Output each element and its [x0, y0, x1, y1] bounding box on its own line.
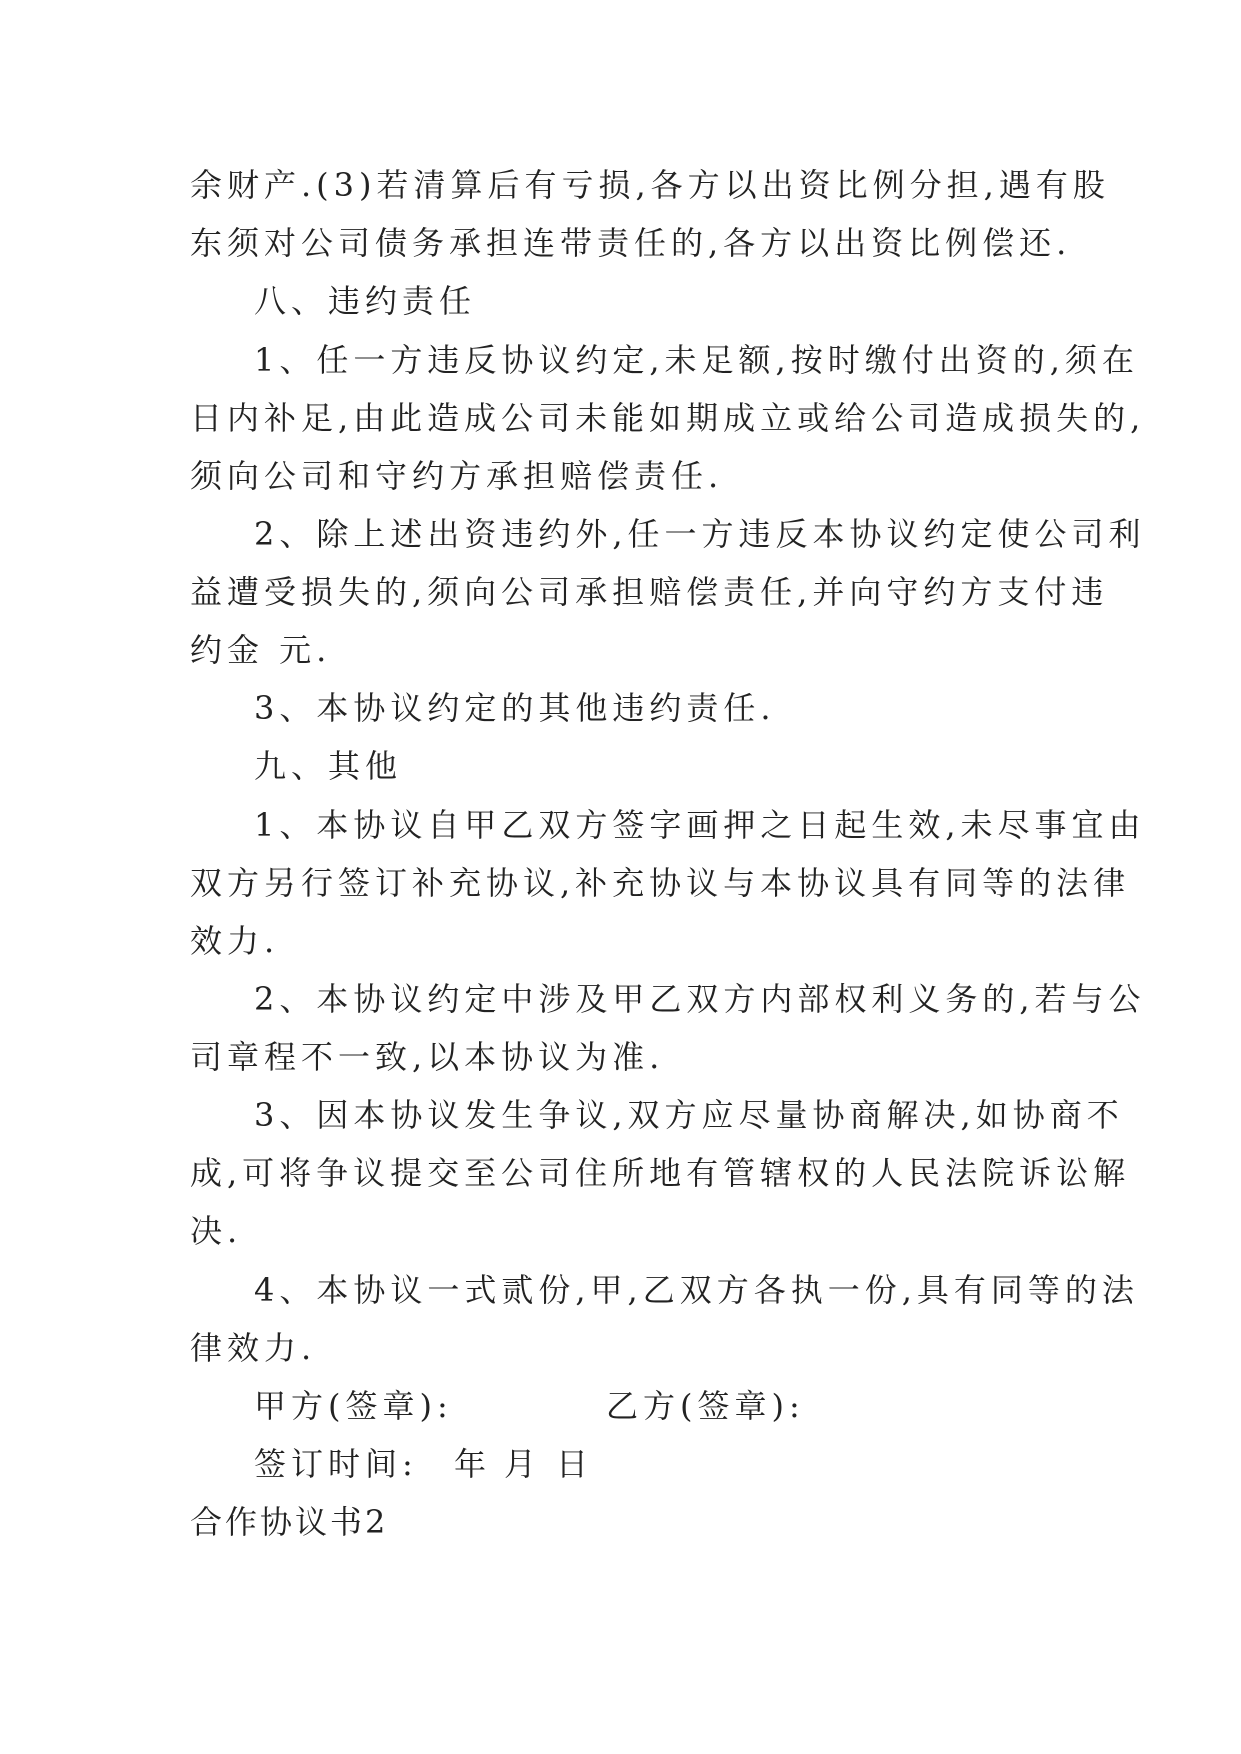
paragraph-line: 律效力. [190, 1329, 317, 1367]
paragraph-line: 1、本协议自甲乙双方签字画押之日起生效,未尽事宜由 [254, 806, 1146, 844]
paragraph-line: 双方另行签订补充协议,补充协议与本协议具有同等的法律 [190, 864, 1131, 902]
paragraph-line: 益遭受损失的,须向公司承担赔偿责任,并向守约方支付违 [190, 573, 1109, 611]
paragraph-line: 司章程不一致,以本协议为准. [190, 1038, 665, 1076]
signing-date-year: 年 [454, 1445, 492, 1483]
paragraph-line: 3、本协议约定的其他违约责任. [254, 689, 776, 727]
paragraph-line: 4、本协议一式贰份,甲,乙双方各执一份,具有同等的法 [254, 1271, 1139, 1309]
paragraph-line: 1、任一方违反协议约定,未足额,按时缴付出资的,须在 [254, 341, 1139, 379]
party-a-signature-label: 甲方(签章): [254, 1387, 453, 1425]
party-b-signature-label: 乙方(签章): [606, 1387, 805, 1425]
section-heading-breach: 八、违约责任 [254, 282, 477, 320]
paragraph-line: 日内补足,由此造成公司未能如期成立或给公司造成损失的, [190, 399, 1146, 437]
signing-date-day: 日 [556, 1445, 594, 1483]
paragraph-line: 约金 元. [190, 631, 332, 669]
section-heading-other: 九、其他 [254, 747, 403, 785]
paragraph-line: 东须对公司债务承担连带责任的,各方以出资比例偿还. [190, 224, 1072, 262]
signing-date-month: 月 [504, 1445, 542, 1483]
paragraph-line: 成,可将争议提交至公司住所地有管辖权的人民法院诉讼解 [190, 1154, 1131, 1192]
paragraph-line: 决. [190, 1212, 243, 1250]
paragraph-line: 余财产.(3)若清算后有亏损,各方以出资比例分担,遇有股 [190, 166, 1110, 204]
next-document-title: 合作协议书2 [190, 1503, 389, 1541]
paragraph-line: 3、因本协议发生争议,双方应尽量协商解决,如协商不 [254, 1096, 1124, 1134]
paragraph-line: 效力. [190, 922, 280, 960]
paragraph-line: 须向公司和守约方承担赔偿责任. [190, 457, 724, 495]
paragraph-line: 2、本协议约定中涉及甲乙双方内部权利义务的,若与公 [254, 980, 1146, 1018]
paragraph-line: 2、除上述出资违约外,任一方违反本协议约定使公司利 [254, 515, 1146, 553]
signing-date-label: 签订时间: [254, 1445, 418, 1483]
